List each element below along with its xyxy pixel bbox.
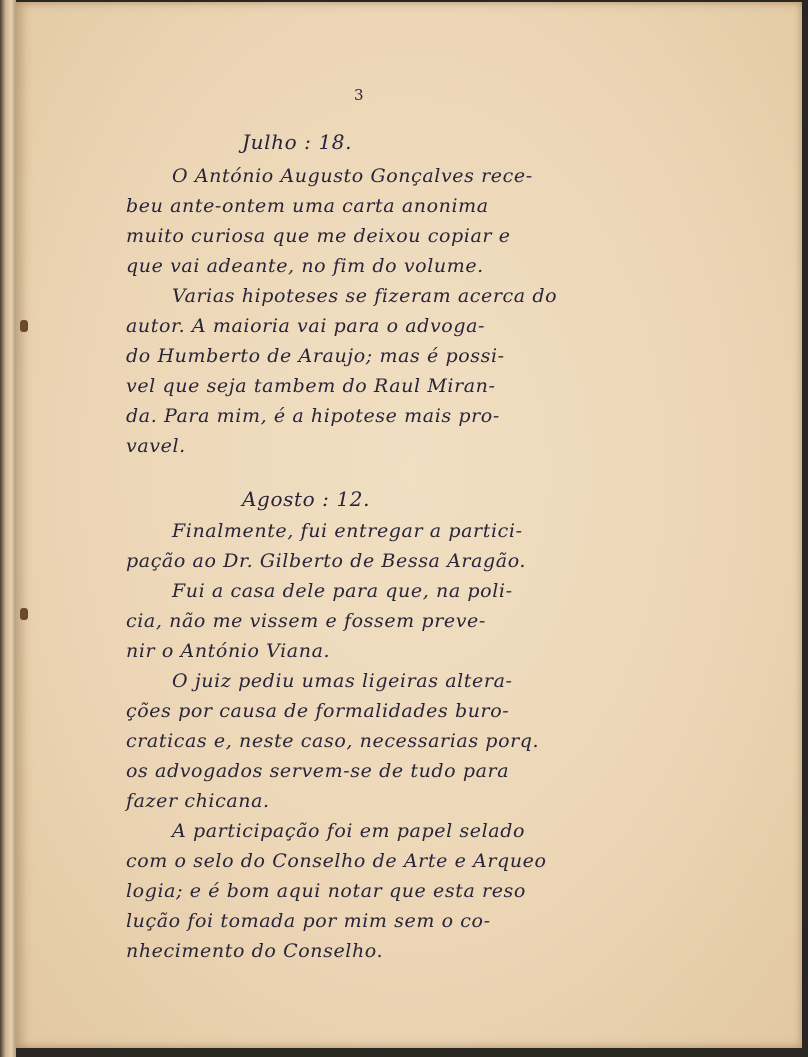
text-line: Varias hipoteses se fizeram acerca do [172,285,558,307]
text-line: logia; e é bom aqui notar que esta reso [126,880,526,902]
text-line: Finalmente, fui entregar a partici- [172,520,523,542]
text-line: da. Para mim, é a hipotese mais pro- [126,405,500,427]
text-line: do Humberto de Araujo; mas é possi- [126,345,505,367]
text-line: A participação foi em papel selado [172,820,526,842]
text-line: craticas e, neste caso, necessarias porq. [126,730,540,752]
text-line: vavel. [126,435,186,457]
text-line: ções por causa de formalidades buro- [126,700,510,722]
binding-thread-mark [20,608,28,620]
page-number: 3 [354,86,364,104]
text-line: O António Augusto Gonçalves rece- [172,165,533,187]
text-line: que vai adeante, no fim do volume. [126,255,484,277]
previous-page-edge [0,0,16,1057]
text-line: fazer chicana. [126,790,270,812]
text-line: autor. A maioria vai para o advoga- [126,315,486,337]
text-line: nhecimento do Conselho. [126,940,384,962]
text-line: Fui a casa dele para que, na poli- [172,580,513,602]
text-line: com o selo do Conselho de Arte e Arqueo [126,850,547,872]
text-line: muito curiosa que me deixou copiar e [126,225,511,247]
notebook-page [16,2,802,1048]
text-line: cia, não me vissem e fossem preve- [126,610,486,632]
text-line: vel que seja tambem do Raul Miran- [126,375,496,397]
binding-thread-mark [20,320,28,332]
text-line: nir o António Viana. [126,640,331,662]
text-line: os advogados servem-se de tudo para [126,760,510,782]
text-line: pação ao Dr. Gilberto de Bessa Aragão. [126,550,527,572]
text-line: beu ante-ontem uma carta anonima [126,195,489,217]
entry-date: Agosto : 12. [242,487,371,511]
text-line: O juiz pediu umas ligeiras altera- [172,670,513,692]
entry-date: Julho : 18. [242,130,353,154]
text-line: lução foi tomada por mim sem o co- [126,910,491,932]
